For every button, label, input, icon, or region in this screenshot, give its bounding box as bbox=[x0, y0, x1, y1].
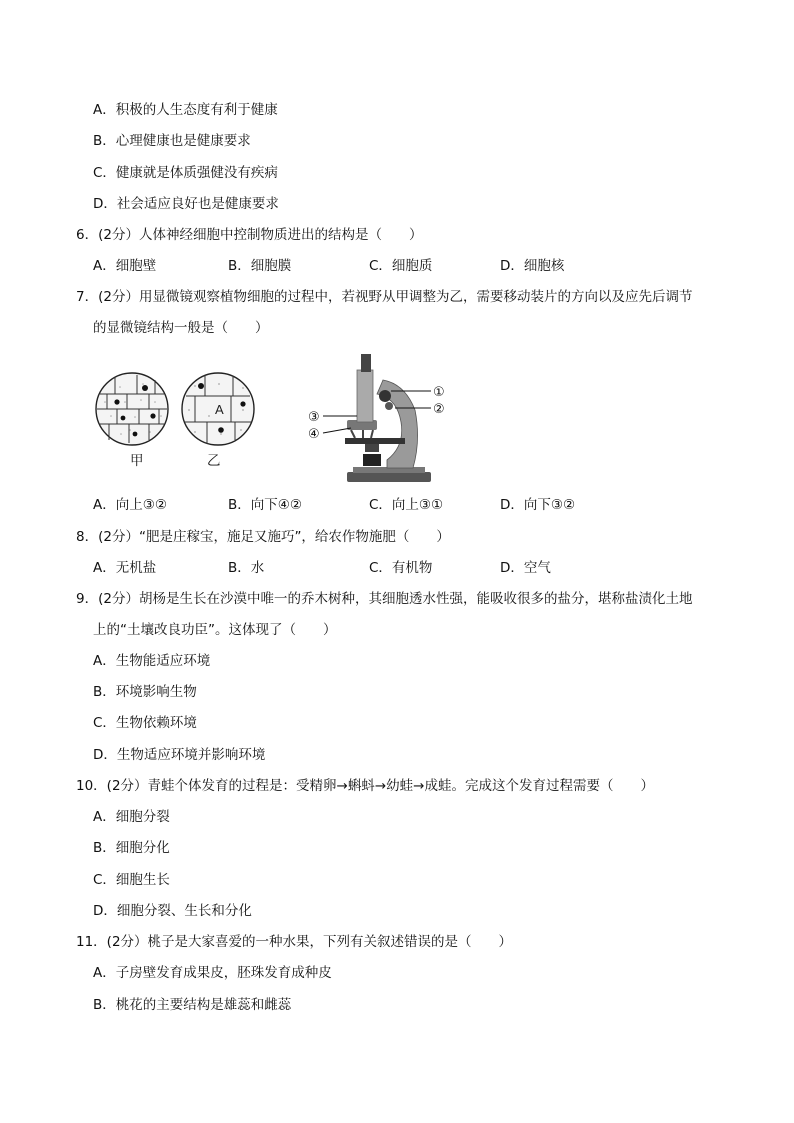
q5-option-b: B．心理健康也是健康要求 bbox=[93, 133, 251, 149]
q10-option-a: A．细胞分裂 bbox=[93, 809, 170, 825]
q6-option-b: B．细胞膜 bbox=[228, 258, 292, 274]
marker-3: ③ bbox=[308, 410, 320, 425]
marker-4: ④ bbox=[308, 427, 320, 442]
q6-option-a: A．细胞壁 bbox=[93, 258, 157, 274]
q7-option-d: D．向下③② bbox=[500, 497, 576, 513]
field-of-view-yi bbox=[181, 372, 271, 462]
q9-stem-line2: 上的“土壤改良功臣”。这体现了（ ） bbox=[93, 622, 337, 638]
q9-option-d: D．生物适应环境并影响环境 bbox=[93, 747, 266, 763]
q8-option-d: D．空气 bbox=[500, 560, 551, 576]
q11-option-b: B．桃花的主要结构是雄蕊和雌蕊 bbox=[93, 997, 292, 1013]
q9-option-b: B．环境影响生物 bbox=[93, 684, 197, 700]
q8-option-a: A．无机盐 bbox=[93, 560, 157, 576]
q7-option-a: A．向上③② bbox=[93, 497, 167, 513]
q7-stem-line2: 的显微镜结构一般是（ ） bbox=[93, 320, 269, 336]
q8-option-b: B．水 bbox=[228, 560, 265, 576]
q6-stem: 6．(2分）人体神经细胞中控制物质进出的结构是（ ） bbox=[76, 227, 423, 243]
q7-stem-line1: 7．(2分）用显微镜观察植物细胞的过程中，若视野从甲调整为乙，需要移动装片的方向以及应先后调节 bbox=[76, 289, 693, 305]
q10-stem: 10．(2分）青蛙个体发育的过程是：受精卵→蝌蚪→幼蛙→成蛙。完成这个发育过程需要（ ） bbox=[76, 778, 654, 794]
q9-option-c: C．生物依赖环境 bbox=[93, 715, 197, 731]
q8-option-c: C．有机物 bbox=[369, 560, 433, 576]
q11-option-a: A．子房壁发育成果皮，胚珠发育成种皮 bbox=[93, 965, 332, 981]
q7-option-b: B．向下④② bbox=[228, 497, 302, 513]
label-yi: 乙 bbox=[207, 453, 221, 469]
q5-option-a: A．积极的人生态度有利于健康 bbox=[93, 102, 278, 118]
q9-stem-line1: 9．(2分）胡杨是生长在沙漠中唯一的乔木树种，其细胞透水性强，能吸收很多的盐分，堪称盐渍化土地 bbox=[76, 591, 693, 607]
q11-stem: 11．(2分）桃子是大家喜爱的一种水果，下列有关叙述错误的是（ ） bbox=[76, 934, 513, 950]
q10-option-c: C．细胞生长 bbox=[93, 872, 170, 888]
q10-option-d: D．细胞分裂、生长和分化 bbox=[93, 903, 252, 919]
q10-option-b: B．细胞分化 bbox=[93, 840, 170, 856]
q9-option-a: A．生物能适应环境 bbox=[93, 653, 211, 669]
q8-stem: 8．(2分）“肥是庄稼宝，施足又施巧”，给农作物施肥（ ） bbox=[76, 529, 450, 545]
marker-1: ① bbox=[433, 385, 445, 400]
q6-option-d: D．细胞核 bbox=[500, 258, 565, 274]
q6-option-c: C．细胞质 bbox=[369, 258, 433, 274]
q7-option-c: C．向上③① bbox=[369, 497, 444, 513]
microscope-diagram bbox=[305, 350, 465, 485]
marker-2: ② bbox=[433, 402, 445, 417]
q5-option-c: C．健康就是体质强健没有疾病 bbox=[93, 165, 278, 181]
q5-option-d: D．社会适应良好也是健康要求 bbox=[93, 196, 279, 212]
label-jia: 甲 bbox=[130, 453, 144, 469]
cell-letter-a: A bbox=[215, 402, 224, 417]
